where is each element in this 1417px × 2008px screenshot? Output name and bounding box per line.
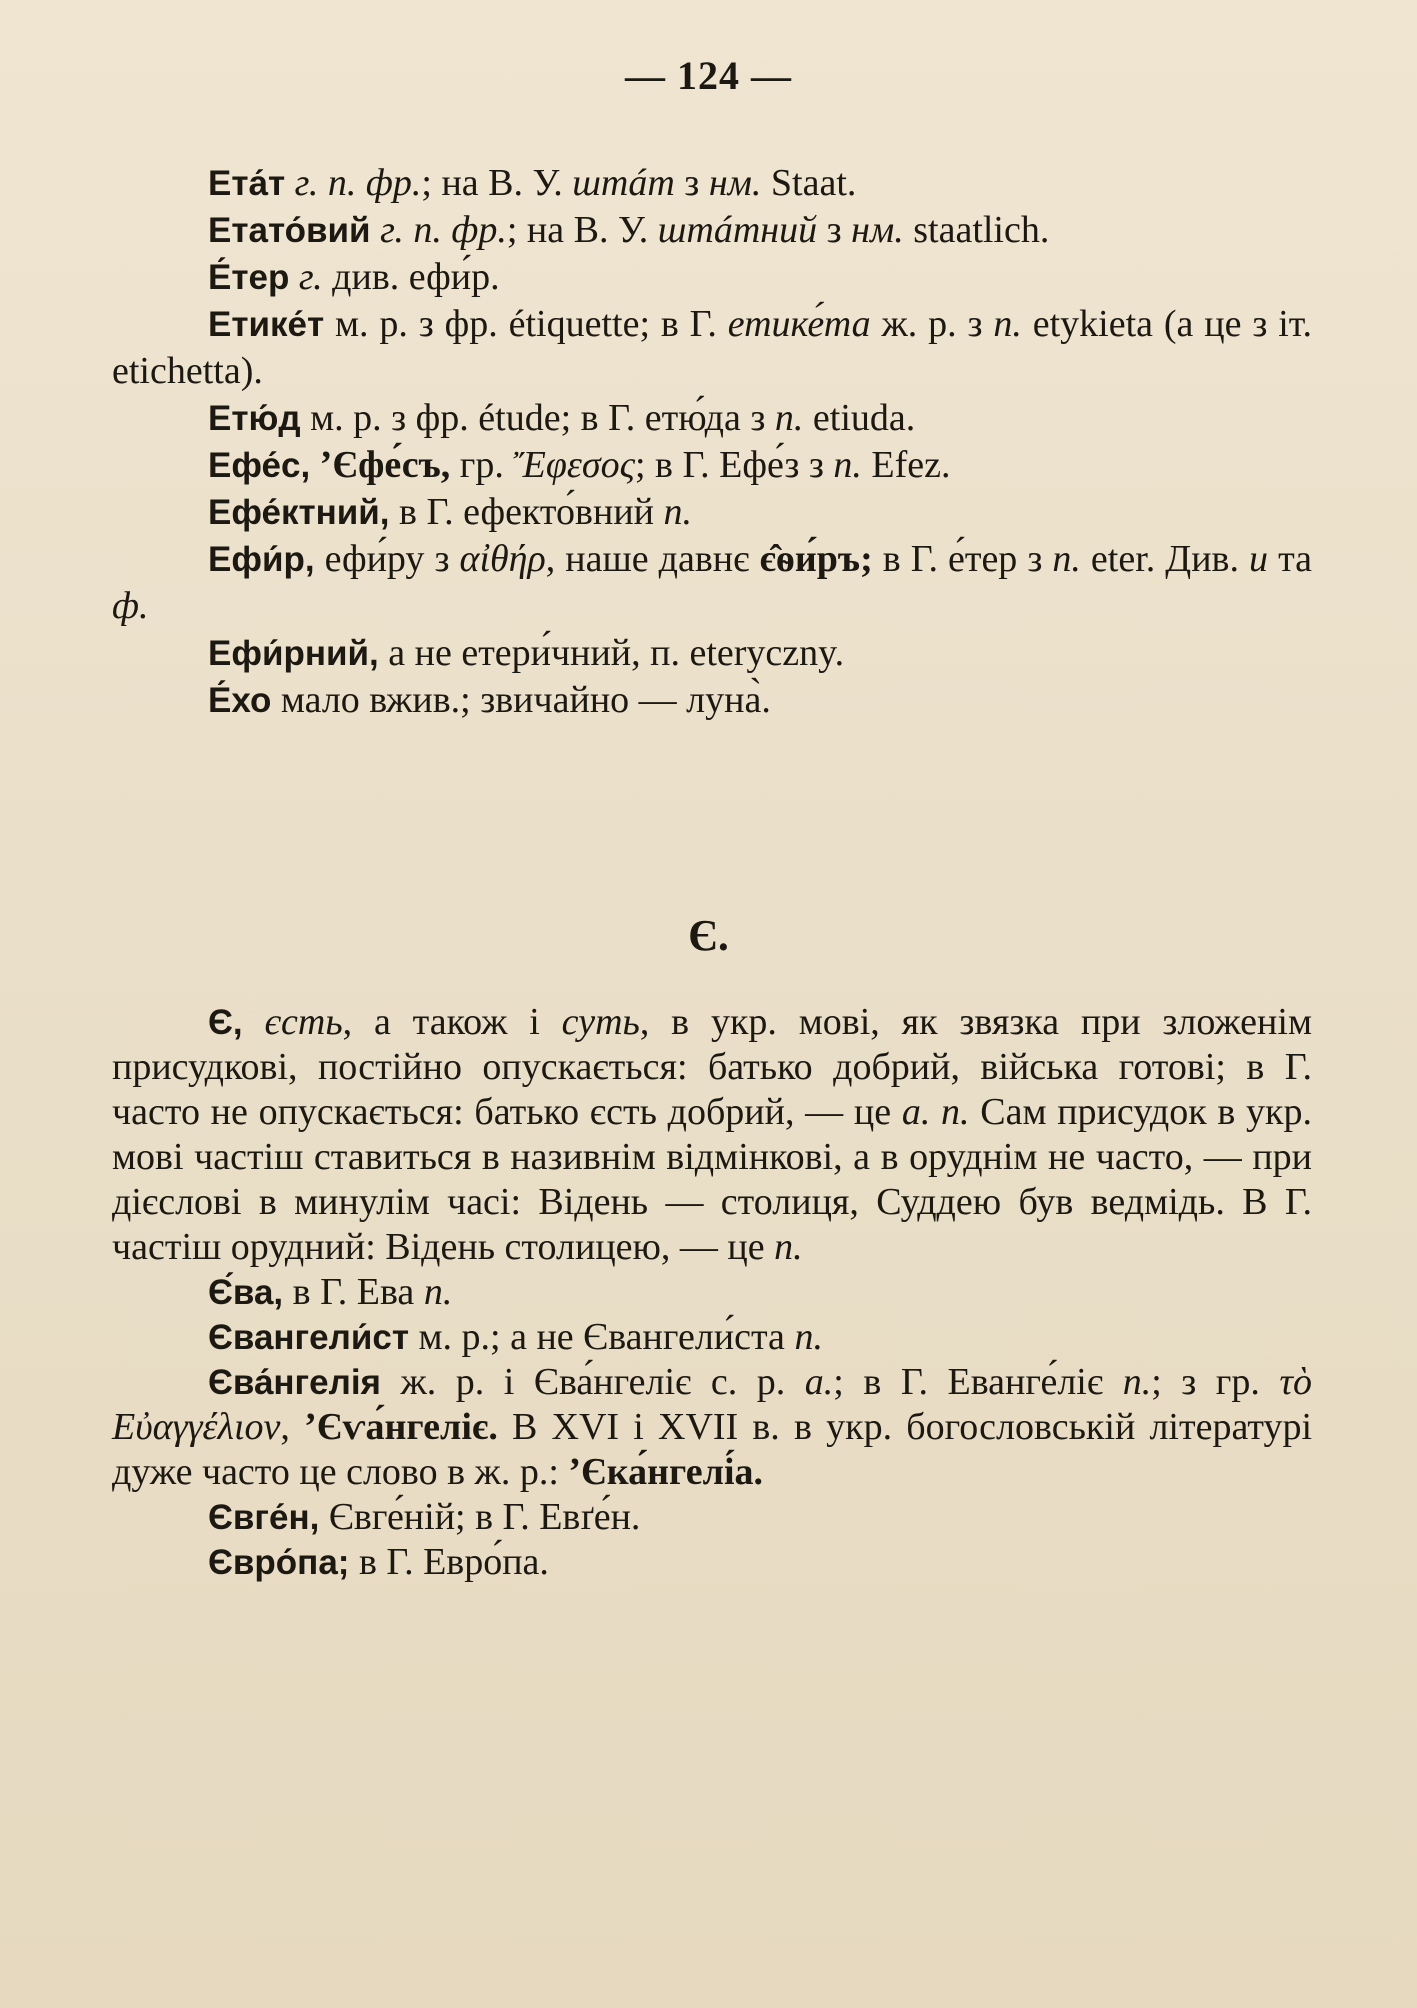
entry-text: з [674, 162, 709, 204]
entry-headword: Е́хо [208, 681, 272, 720]
entry-italic-text: п. [663, 491, 692, 533]
entry-headword: Євге́н, [208, 1498, 320, 1537]
entry-text: etykieta (а це з іт. etichetta). [112, 303, 1312, 392]
entry-text: м. р. з фр. étude; в Г. етю́да з [300, 397, 775, 439]
entry-text: а не етери́чний, п. eteryczny. [378, 632, 845, 674]
entry-text: ж. р. і Єва́нгеліє с. р. [380, 1361, 805, 1403]
entry-italic-text: п. [833, 444, 862, 486]
entry-text [371, 209, 381, 251]
entry-slavonic-text: є̂ѳи́ръ; [759, 538, 873, 580]
entry-italic-text: и [1249, 538, 1269, 580]
entry-text: в Г. Евро́па. [349, 1541, 549, 1583]
dictionary-entry [112, 160, 1312, 207]
entry-text: м. р. з фр. étiquette; в Г. [324, 303, 728, 345]
entry-text: в Г. е́тер з [872, 538, 1053, 580]
entry-italic-text: Ἔφεσος [513, 444, 635, 486]
dictionary-entry [112, 1315, 1312, 1360]
entry-italic-text: п. [1052, 538, 1081, 580]
dictionary-entry [112, 442, 1312, 489]
dictionary-entry [112, 630, 1312, 677]
dictionary-entry [112, 395, 1312, 442]
page-number: — 124 — [625, 53, 792, 98]
entry-headword: Є, [208, 1003, 243, 1042]
entry-text: див. ефи́р. [322, 256, 500, 298]
entry-text: , в укр. мові, як звязка при зложенім присудкові, постійно опускається: батько добрий, війська готові; в Г. часто не опускається: батько єсть добрий, — це [112, 1001, 1312, 1133]
entry-text [289, 256, 299, 298]
entry-italic-text: штáтний [657, 209, 818, 251]
dictionary-entry [112, 1270, 1312, 1315]
entry-slavonic-text: ʼЄка́нгелі́а. [568, 1451, 764, 1493]
entry-text: Staat. [761, 162, 857, 204]
entry-italic-text: штáт [572, 162, 675, 204]
entry-italic-text: г. п. фр. [294, 162, 422, 204]
entry-text [285, 162, 295, 204]
entry-text: ; в Г. Еванге́ліє [833, 1361, 1123, 1403]
entry-text: ; на В. У. [506, 209, 658, 251]
entry-headword: Ета́т [208, 164, 286, 203]
entry-text: м. р.; а не Євангели́ста [408, 1316, 795, 1358]
entry-text: , наше давнє [545, 538, 760, 580]
entry-italic-text: г. [298, 256, 323, 298]
dictionary-entry [112, 677, 1312, 724]
entry-headword: Е́тер [208, 258, 290, 297]
entry-text: ж. р. з [870, 303, 994, 345]
entry-italic-text: г. п. фр. [380, 209, 507, 251]
entry-italic-text: αἰθήρ [459, 538, 546, 580]
entry-text: в Г. ефекто́вний [389, 491, 664, 533]
entry-italic-text: суть [561, 1001, 640, 1043]
entry-italic-text: нм. [851, 209, 904, 251]
entry-headword: Ефи́рний, [208, 634, 379, 673]
entries-section-ye [112, 1000, 1312, 1585]
entry-italic-text: п. [993, 303, 1022, 345]
entry-text: ефи́ру з [314, 538, 460, 580]
entry-headword: Євро́па; [208, 1543, 350, 1582]
dictionary-entry [112, 1540, 1312, 1585]
dictionary-entry [112, 254, 1312, 301]
dictionary-entry [112, 1360, 1312, 1495]
entry-text: В XVI і XVII в. в укр. богословській літературі дуже часто це слово в ж. р.: [112, 1406, 1313, 1493]
entry-italic-text: нм. [708, 162, 762, 204]
entry-slavonic-text: ʼЄѵа́нгеліє. [304, 1406, 498, 1448]
entry-italic-text: етике́та [727, 303, 871, 345]
entry-text: , а також і [342, 1001, 562, 1043]
entry-text [243, 1001, 265, 1043]
entry-text: staatlich. [903, 209, 1050, 251]
letter-heading: Є. [688, 911, 729, 960]
dictionary-entry [112, 207, 1312, 254]
entry-headword: Етике́т [208, 305, 325, 344]
entry-text: eter. Див. [1080, 538, 1250, 580]
entry-italic-text: τὸ Εὐαγγέλιον [112, 1361, 1312, 1448]
entry-headword: Є́ва, [208, 1273, 284, 1312]
entry-italic-text: ф. [112, 585, 149, 627]
entry-headword: Єва́нгелія [208, 1363, 381, 1402]
entry-text: гр. [450, 444, 514, 486]
entry-text: Efez. [861, 444, 951, 486]
entry-italic-text: п. [774, 397, 804, 439]
dictionary-entry [112, 489, 1312, 536]
entry-text: з [817, 209, 852, 251]
entry-text: мало вжив.; звичайно — луна̀. [271, 679, 771, 721]
entry-text: Євге́ній; в Г. Евґе́н. [319, 1496, 641, 1538]
entry-headword: Євангели́ст [208, 1318, 409, 1357]
entry-italic-text: п. [1122, 1361, 1152, 1403]
dictionary-entry [112, 536, 1312, 630]
entry-headword: Ефе́ктний, [208, 493, 390, 532]
dictionary-entry [112, 1495, 1312, 1540]
entry-headword: Етато́вий [208, 211, 371, 250]
entry-text [310, 444, 320, 486]
entry-text: Сам присудок в укр. мові частіш ставиться в називнім відмінкові, а в оруднім не часто, — при дієслові в минулім часі: Відень — столиця, Суддею був ведмідь. В Г. частіш орудний: Відень столицею, — це [112, 1091, 1312, 1268]
entry-text: та [1268, 538, 1312, 580]
entry-text: ; з гр. [1151, 1361, 1280, 1403]
dictionary-entry [112, 1000, 1312, 1270]
entry-italic-text: а. п. [901, 1091, 970, 1133]
entry-italic-text: п. [774, 1226, 803, 1268]
dictionary-entry [112, 301, 1312, 395]
entry-text: etiuda. [803, 397, 916, 439]
entry-italic-text: а. [804, 1361, 834, 1403]
entry-italic-text: п. [794, 1316, 823, 1358]
entry-headword: Ефе́с, [208, 446, 311, 485]
entry-text: , [280, 1406, 305, 1448]
entry-text: в Г. Ева [283, 1271, 424, 1313]
entry-headword: Етю́д [208, 399, 301, 438]
entries-section-e [112, 160, 1312, 724]
entry-italic-text: єсть [264, 1001, 343, 1043]
entry-headword: Ефи́р, [208, 540, 315, 579]
entry-text: ; в Г. Ефе́з з [635, 444, 834, 486]
entry-slavonic-text: ʼЄфе́съ, [319, 444, 451, 486]
entry-text: ; на В. У. [421, 162, 573, 204]
entry-italic-text: п. [423, 1271, 453, 1313]
